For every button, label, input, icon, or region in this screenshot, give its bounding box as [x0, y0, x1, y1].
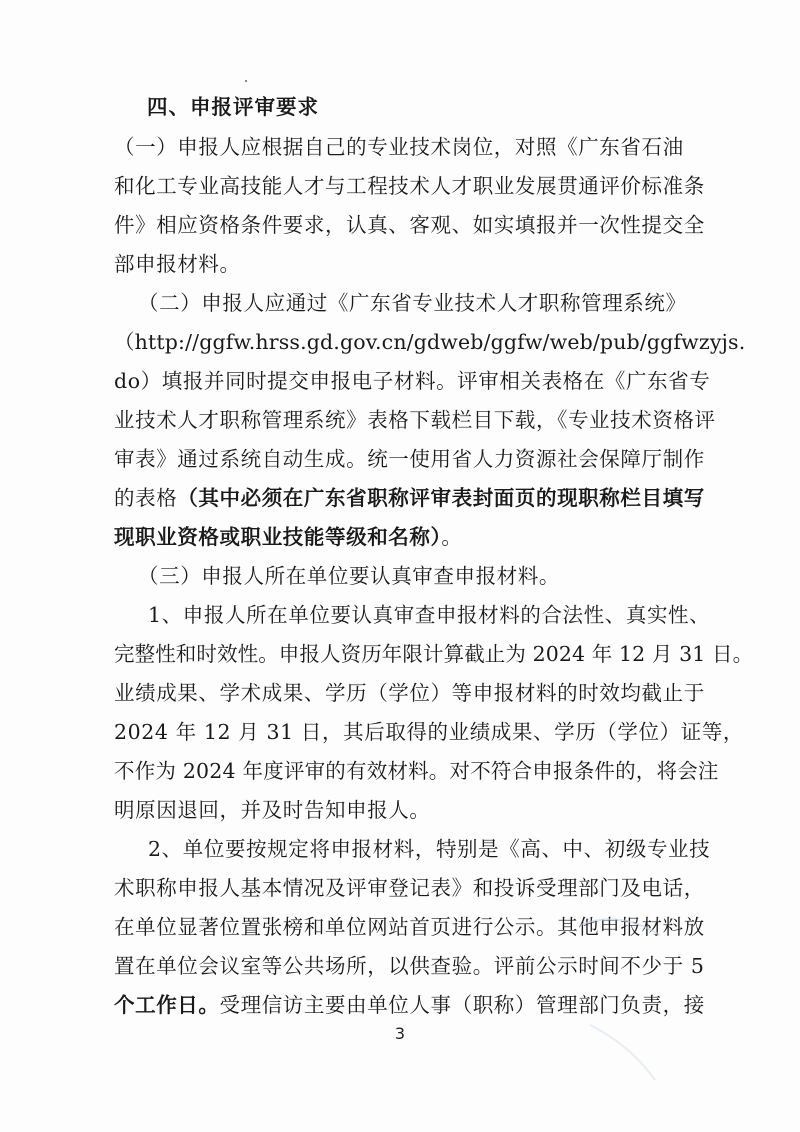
paragraph-line-mixed	[114, 522, 462, 552]
paragraph-line: 不作为 2024 年度评审的有效材料。对不符合申报条件的，将会注	[114, 759, 719, 783]
paragraph-line: 术职称申报人基本情况及评审登记表》和投诉受理部门及电话，	[114, 876, 705, 900]
paragraph-line: 和化工专业高技能人才与工程技术人才职业发展贯通评价标准条	[114, 174, 705, 198]
plain-text: 受理信访主要由单位人事（职称）管理部门负责，接	[219, 993, 705, 1017]
paragraph-line: 业技术人才职称管理系统》表格下载栏目下载，《专业技术资格评	[114, 408, 716, 432]
bold-text: 现职业资格或职业技能等级和名称）	[114, 525, 442, 549]
paragraph-line: （一）申报人应根据自己的专业技术岗位，对照《广东省石油	[114, 135, 684, 159]
paragraph-line-mixed	[114, 483, 705, 513]
paragraph-line: 明原因退回，并及时告知申报人。	[114, 798, 431, 822]
plain-text: 。	[441, 525, 463, 549]
page-number: 3	[394, 1024, 406, 1043]
paragraph-line: 在单位显著位置张榜和单位网站首页进行公示。其他申报材料放	[114, 915, 705, 939]
paragraph-line: 完整性和时效性。申报人资历年限计算截止为 2024 年 12 月 31 日。	[114, 642, 754, 666]
paragraph-line-url: （http://ggfw.hrss.gd.gov.cn/gdweb/ggfw/web/pub/ggfwzyjs.	[114, 330, 746, 354]
paragraph-line: 2、单位要按规定将申报材料，特别是《高、中、初级专业技	[148, 837, 711, 861]
scan-speck	[245, 80, 247, 82]
plain-text: 的表格	[114, 486, 178, 510]
paragraph-line: 件》相应资格条件要求，认真、客观、如实填报并一次性提交全	[114, 213, 705, 237]
paragraph-line: （三）申报人所在单位要认真审查申报材料。	[138, 564, 560, 588]
section-heading: 四、申报评审要求	[147, 95, 319, 119]
paragraph-line-mixed	[114, 990, 705, 1020]
paragraph-line: 置在单位会议室等公共场所，以供查验。评前公示时间不少于 5	[114, 954, 705, 978]
paragraph-line: （二）申报人应通过《广东省专业技术人才职称管理系统》	[138, 291, 687, 315]
paragraph-line: 业绩成果、学术成果、学历（学位）等申报材料的时效均截止于	[114, 681, 705, 705]
paragraph-line: 2024 年 12 月 31 日，其后取得的业绩成果、学历（学位）证等，	[114, 720, 745, 744]
paragraph-line: do）填报并同时提交申报电子材料。评审相关表格在《广东省专	[114, 369, 711, 393]
paragraph-line: 审表》通过系统自动生成。统一使用省人力资源社会保障厅制作	[114, 447, 705, 471]
paragraph-line: 1、申报人所在单位要认真审查申报材料的合法性、真实性、	[148, 603, 711, 627]
paragraph-line: 部申报材料。	[114, 252, 241, 276]
bold-text: （其中必须在广东省职称评审表封面页的现职称栏目填写	[177, 486, 705, 510]
bold-text: 个工作日。	[114, 993, 220, 1017]
